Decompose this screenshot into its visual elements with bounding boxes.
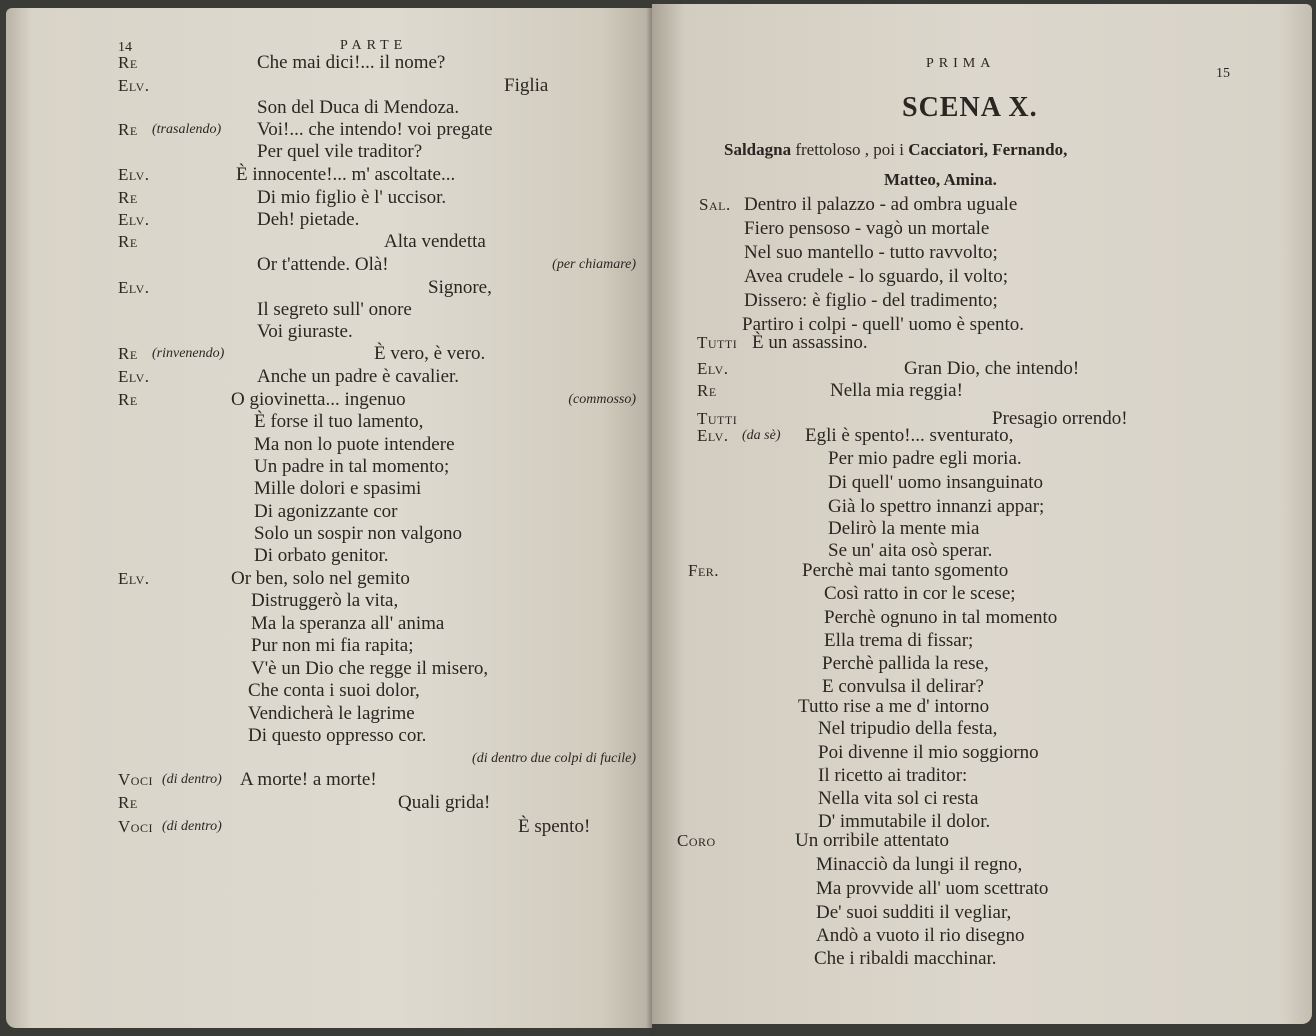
- speaker-label: Elv.: [118, 76, 150, 95]
- verse-line: Ma non lo puote intendere: [254, 434, 455, 455]
- verse-line: V'è un Dio che regge il misero,: [251, 658, 489, 679]
- verse-line: Di quell' uomo insanguinato: [828, 472, 1044, 493]
- stage-direction: (trasalendo): [152, 122, 222, 137]
- speaker-label: Voci: [118, 770, 153, 789]
- verse-line: È spento!: [518, 816, 591, 837]
- verse-line: Un padre in tal momento;: [254, 456, 450, 477]
- verse-line: Vendicherà le lagrime: [248, 703, 415, 724]
- verse-line: Che i ribaldi macchinar.: [814, 948, 997, 969]
- verse-line: Andò a vuoto il rio disegno: [816, 925, 1025, 946]
- speaker-label: Elv.: [697, 426, 729, 445]
- speaker-label: Re: [118, 344, 138, 363]
- verse-line: Quali grida!: [398, 792, 491, 813]
- verse-line: Così ratto in cor le scese;: [824, 583, 1016, 604]
- verse-line: Di agonizzante cor: [254, 501, 398, 522]
- page-number-left: 14: [118, 40, 132, 55]
- speaker-label: Elv.: [118, 367, 150, 386]
- stage-direction: frettoloso , poi i: [791, 140, 909, 159]
- verse-line: Nella mia reggia!: [830, 380, 963, 401]
- stage-direction: (rinvenendo): [152, 346, 225, 361]
- speaker-label: Elv.: [118, 210, 150, 229]
- verse-line: Tutto rise a me d' intorno: [798, 696, 990, 717]
- running-header-right: PRIMA: [926, 56, 996, 71]
- verse-line: Fiero pensoso - vagò un mortale: [744, 218, 990, 239]
- verse-line: È un assassino.: [752, 332, 868, 353]
- stage-direction: (per chiamare): [552, 257, 636, 272]
- verse-line: Presagio orrendo!: [992, 408, 1128, 429]
- verse-line: Nel suo mantello - tutto ravvolto;: [744, 242, 998, 263]
- verse-line: Voi giuraste.: [257, 321, 353, 342]
- verse-line: Che conta i suoi dolor,: [248, 680, 420, 701]
- speaker-label: Re: [118, 232, 138, 251]
- speaker-label: Fer.: [688, 561, 720, 580]
- verse-line: A morte! a morte!: [240, 769, 377, 790]
- verse-line: Perchè pallida la rese,: [822, 653, 989, 674]
- right-page: [652, 4, 1312, 1024]
- verse-line: De' suoi sudditi il vegliar,: [816, 902, 1012, 923]
- verse-line: Mille dolori e spasimi: [254, 478, 422, 499]
- verse-line: Dissero: è figlio - del tradimento;: [744, 290, 998, 311]
- speaker-label: Re: [118, 188, 138, 207]
- speaker-label: Re: [118, 120, 138, 139]
- verse-line: E convulsa il delirar?: [822, 676, 984, 697]
- page-number-right: 15: [1216, 66, 1230, 81]
- verse-line: Or t'attende. Olà!: [257, 254, 389, 275]
- speaker-label: Sal.: [699, 195, 731, 214]
- verse-line: Che mai dici!... il nome?: [257, 52, 446, 73]
- verse-line: Per quel vile traditor?: [257, 141, 423, 162]
- verse-line: È innocente!... m' ascoltate...: [236, 164, 456, 185]
- left-page: [6, 8, 652, 1028]
- verse-line: È vero, è vero.: [374, 343, 486, 364]
- speaker-label: Voci: [118, 817, 153, 836]
- speaker-label: Re: [118, 53, 138, 72]
- scene-subtitle-line-1: [724, 138, 1067, 162]
- verse-line: Figlia: [504, 75, 549, 96]
- verse-line: D' immutabile il dolor.: [818, 811, 991, 832]
- verse-line: Dentro il palazzo - ad ombra uguale: [744, 194, 1018, 215]
- verse-line: Gran Dio, che intendo!: [904, 358, 1080, 379]
- stage-direction: (di dentro): [162, 772, 222, 787]
- verse-line: Son del Duca di Mendoza.: [257, 97, 460, 118]
- speaker-label: Elv.: [118, 165, 150, 184]
- verse-line: Delirò la mente mia: [828, 518, 980, 539]
- speaker-label: Re: [118, 390, 138, 409]
- verse-line: Solo un sospir non valgono: [254, 523, 462, 544]
- verse-line: Deh! pietade.: [257, 209, 360, 230]
- verse-line: Ella trema di fissar;: [824, 630, 974, 651]
- verse-line: O giovinetta... ingenuo: [231, 389, 406, 410]
- verse-line: Nel tripudio della festa,: [818, 718, 998, 739]
- verse-line: Or ben, solo nel gemito: [231, 568, 410, 589]
- verse-line: Già lo spettro innanzi appar;: [828, 496, 1045, 517]
- scene-title: SCENA X.: [902, 92, 1038, 123]
- verse-line: Partiro i colpi - quell' uomo è spento.: [742, 314, 1025, 335]
- verse-line: Perchè ognuno in tal momento: [824, 607, 1058, 628]
- speaker-label: Tutti: [697, 333, 738, 352]
- verse-line: Pur non mi fia rapita;: [251, 635, 414, 656]
- characters-list: Cacciatori, Fernando,: [908, 140, 1068, 159]
- verse-line: Avea crudele - lo sguardo, il volto;: [744, 266, 1008, 287]
- verse-line: Minacciò da lungi il regno,: [816, 854, 1023, 875]
- verse-line: Alta vendetta: [384, 231, 486, 252]
- characters-list-2: Matteo, Amina.: [884, 170, 997, 189]
- speaker-label: Coro: [677, 831, 716, 850]
- speaker-label: Tutti: [697, 409, 738, 428]
- stage-direction: (da sè): [742, 428, 781, 443]
- verse-line: Ma la speranza all' anima: [251, 613, 445, 634]
- verse-line: Voi!... che intendo! voi pregate: [257, 119, 493, 140]
- verse-line: È forse il tuo lamento,: [254, 411, 424, 432]
- verse-line: Nella vita sol ci resta: [818, 788, 979, 809]
- verse-line: Perchè mai tanto sgomento: [802, 560, 1009, 581]
- verse-line: Un orribile attentato: [795, 830, 950, 851]
- speaker-label: Re: [697, 381, 717, 400]
- verse-line: Di orbato genitor.: [254, 545, 389, 566]
- verse-line: Di questo oppresso cor.: [248, 725, 427, 746]
- character-saldagna: Saldagna: [724, 140, 792, 159]
- verse-line: Anche un padre è cavalier.: [257, 366, 460, 387]
- stage-direction: (commosso): [568, 392, 636, 407]
- scene-subtitle-line-2: [884, 168, 997, 192]
- speaker-label: Elv.: [118, 569, 150, 588]
- verse-line: Se un' aita osò sperar.: [828, 540, 993, 561]
- verse-line: Egli è spento!... sventurato,: [805, 425, 1014, 446]
- verse-line: Di mio figlio è l' uccisor.: [257, 187, 447, 208]
- verse-line: Signore,: [428, 277, 492, 298]
- running-header-left: PARTE: [340, 38, 408, 53]
- speaker-label: Re: [118, 793, 138, 812]
- verse-line: Per mio padre egli moria.: [828, 448, 1022, 469]
- verse-line: Ma provvide all' uom scettrato: [816, 878, 1049, 899]
- speaker-label: Elv.: [697, 359, 729, 378]
- verse-line: Poi divenne il mio soggiorno: [818, 742, 1039, 763]
- stage-direction: (di dentro due colpi di fucile): [472, 751, 636, 766]
- verse-line: Il ricetto ai traditor:: [818, 765, 968, 786]
- verse-line: Distruggerò la vita,: [251, 590, 399, 611]
- stage-direction: (di dentro): [162, 819, 222, 834]
- speaker-label: Elv.: [118, 278, 150, 297]
- verse-line: Il segreto sull' onore: [257, 299, 412, 320]
